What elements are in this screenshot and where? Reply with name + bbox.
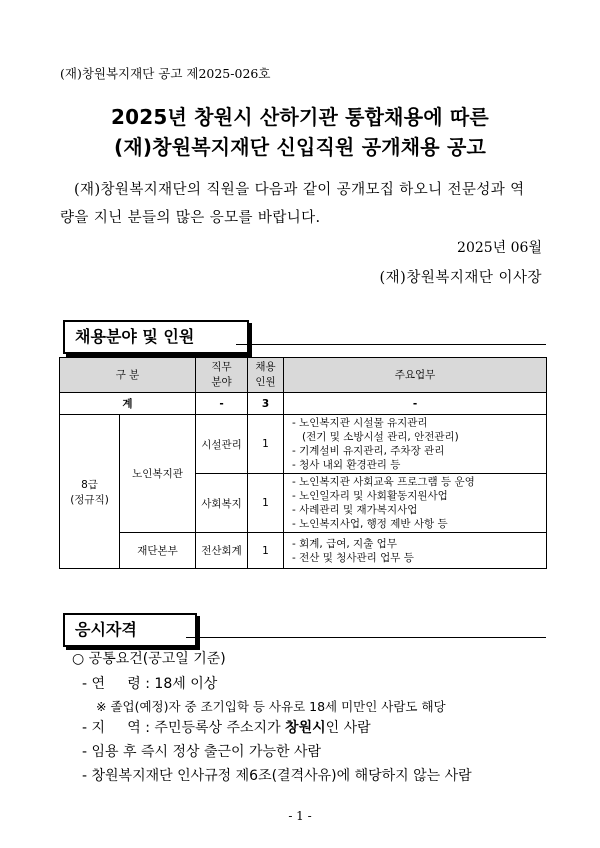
total-job: - [196, 393, 248, 415]
page-number: - 1 - [288, 809, 312, 823]
intro-text-line-2: 량을 지닌 분들의 많은 응모를 바랍니다. [60, 210, 321, 226]
requirement-disqualification: - 창원복지재단 인사규정 제6조(결격사유)에 해당하지 않는 사람 [82, 768, 472, 784]
header-count: 채용 인원 [248, 358, 284, 393]
count-cell: 1 [248, 474, 284, 533]
intro-text-line-1: (재)창원복지재단의 직원을 다음과 같이 공개모집 하오니 전문성과 역 [74, 182, 525, 198]
duty-item: - 기계설비 유지관리, 주차장 관리 [292, 445, 445, 457]
dept-hq: 재단본부 [120, 533, 196, 569]
section-divider [186, 637, 546, 638]
age-note: ※ 졸업(예정)자 중 조기입학 등 사유로 18세 미만인 사람도 해당 [96, 699, 446, 714]
job-cell: 사회복지 [196, 474, 248, 533]
table-header-row [60, 358, 547, 393]
requirement-availability: - 임용 후 즉시 정상 출근이 가능한 사람 [82, 744, 322, 760]
table-row [60, 533, 547, 569]
count-cell: 1 [248, 533, 284, 569]
section-divider [236, 344, 546, 345]
total-count: 3 [248, 393, 284, 415]
title-line-2: (재)창원복지재단 신입직원 공개채용 공고 [113, 135, 486, 159]
common-requirements-heading: ○ 공통요건(공고일 기준) [72, 651, 226, 667]
region-label: - 지 역 : [82, 720, 150, 736]
signer: (재)창원복지재단 이사장 [379, 270, 542, 286]
requirement-age [82, 673, 217, 693]
title-line-1: 2025년 창원시 산하기관 통합채용에 따른 [111, 105, 489, 129]
duty-item: (전기 및 소방시설 관리, 안전관리) [302, 431, 459, 443]
total-label: 계 [60, 393, 196, 415]
count-cell: 1 [248, 415, 284, 474]
duties-cell [284, 533, 547, 569]
age-label: - 연 령 : [82, 676, 150, 692]
job-cell: 시설관리 [196, 415, 248, 474]
duty-item: - 노인복지사업, 행정 제반 사항 등 [292, 518, 448, 530]
duty-item: - 사례관리 및 재가복지사업 [292, 504, 418, 516]
region-suffix: 인 사람 [325, 720, 371, 736]
region-city: 창원시 [285, 720, 326, 736]
duty-item: - 회계, 급여, 지출 업무 [292, 537, 397, 550]
section-title-qualifications: 응시자격 [63, 613, 197, 647]
header-division: 구 분 [60, 358, 196, 393]
table-row [60, 415, 547, 474]
duties-cell [284, 415, 547, 474]
section-title-recruitment: 채용분야 및 인원 [63, 320, 249, 354]
notice-number: (재)창원복지재단 공고 제2025-026호 [60, 66, 271, 81]
duty-item: - 노인복지관 사회교육 프로그램 등 운영 [292, 476, 475, 488]
recruitment-table [59, 357, 547, 569]
header-job: 직무 분야 [196, 358, 248, 393]
header-duties: 주요업무 [284, 358, 547, 393]
grade-cell: 8급 (정규직) [60, 415, 120, 569]
region-text: 주민등록상 주소지가 [154, 720, 281, 736]
duty-item: - 노인일자리 및 사회활동지원사업 [292, 490, 448, 502]
job-cell: 전산회계 [196, 533, 248, 569]
total-duties: - [284, 393, 547, 415]
requirement-region [82, 717, 371, 737]
dept-senior-center: 노인복지관 [120, 415, 196, 533]
duty-item: - 노인복지관 시설물 유지관리 [292, 417, 428, 429]
duty-item: - 전산 및 청사관리 업무 등 [292, 551, 414, 564]
table-row-total [60, 393, 547, 415]
announcement-date: 2025년 06월 [457, 240, 542, 256]
duty-item: - 청사 내외 환경관리 등 [292, 459, 401, 471]
age-value: 18세 이상 [154, 676, 218, 692]
duties-cell [284, 474, 547, 533]
